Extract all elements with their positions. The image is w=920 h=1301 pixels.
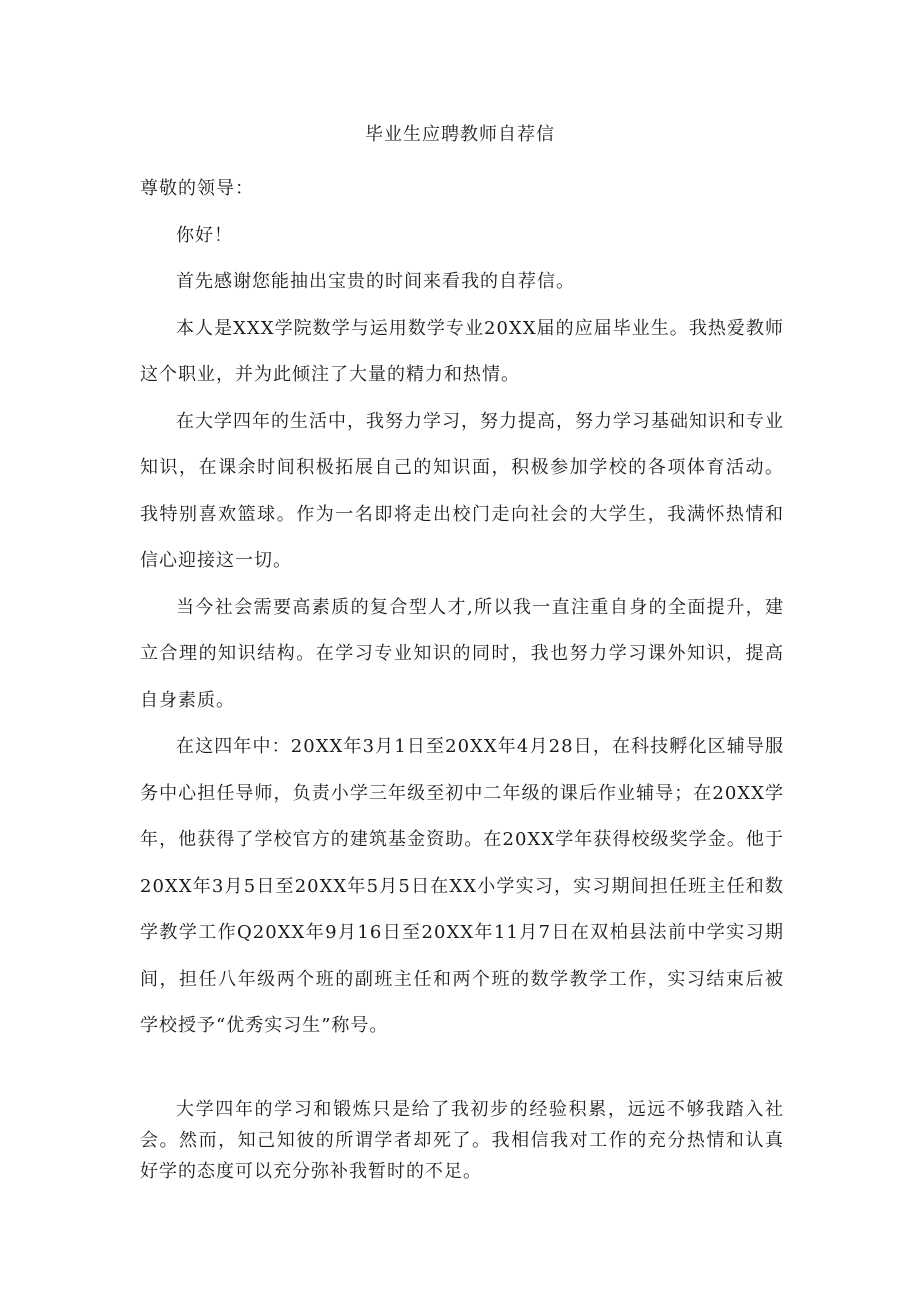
letter-body xyxy=(140,166,784,1050)
closing-paragraph: 大学四年的学习和锻炼只是给了我初步的经验积累，远远不够我踏入社会。然而，知己知彼的所谓学者却死了。我相信我对工作的充分热情和认真好学的态度可以充分弥补我暂时的不足。 xyxy=(140,1099,784,1182)
greeting: 你好！ xyxy=(176,224,233,246)
salutation: 尊敬的领导： xyxy=(140,178,254,199)
paragraph-1: 首先感谢您能抽出宝贵的时间来看我的自荐信。 xyxy=(176,271,575,292)
paragraph-5: 在这四年中：20XX年3月1日至20XX年4月28日，在科技孵化区辅导服务中心担任导师，负责小学三年级至初中二年级的课后作业辅导；在20XX学年，他获得了学校官方的建筑基金资助。在20XX学年获得校级奖学金。他于20XX年3月5日至20XX年5月5日在XX小学实习，实习期间担任班主任和数学教学工作Q20XX年9月16日至20XX年11月7日在双柏县法前中学实习期间，担任八年级两个班的副班主任和两个班的数学教学工作，实习结束后被学校授予“优秀实习生”称号。 xyxy=(140,736,784,1036)
paragraph-2: 本人是XXX学院数学与运用数学专业20XX届的应届毕业生。我热爱教师这个职业，并为此倾注了大量的精力和热情。 xyxy=(140,317,784,385)
paragraph-3: 在大学四年的生活中，我努力学习，努力提高，努力学习基础知识和专业知识，在课余时间积极拓展自己的知识面，积极参加学校的各项体育活动。我特别喜欢篮球。作为一名即将走出校门走向社会的大学生，我满怀热情和信心迎接这一切。 xyxy=(140,410,784,571)
document-title: 毕业生应聘教师自荐信 xyxy=(365,124,555,145)
paragraph-4: 当今社会需要高素质的复合型人才,所以我一直注重自身的全面提升，建立合理的知识结构。在学习专业知识的同时，我也努力学习课外知识，提高自身素质。 xyxy=(140,596,784,711)
